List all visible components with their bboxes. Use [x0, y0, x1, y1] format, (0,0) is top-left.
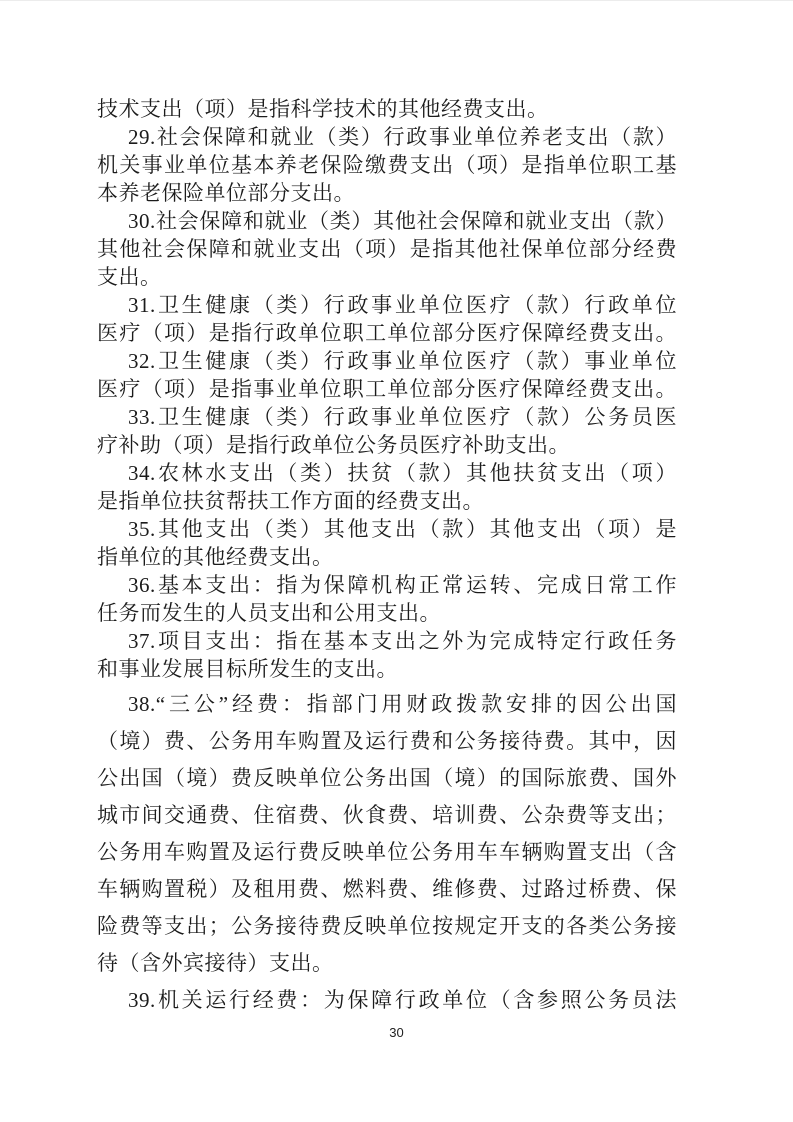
- text-line: 32.卫生健康（类）行政事业单位医疗（款）事业单位: [128, 349, 677, 373]
- text-line: 技术支出（项）是指科学技术的其他经费支出。: [97, 97, 549, 121]
- document-body: [97, 95, 677, 1019]
- text-line: 其他社会保障和就业支出（项）是指其他社保单位部分经费: [97, 237, 677, 261]
- paragraph: [97, 347, 677, 403]
- text-line: 33.卫生健康（类）行政事业单位医疗（款）公务员医: [128, 405, 677, 429]
- text-line: 30.社会保障和就业（类）其他社会保障和就业支出（款）: [128, 209, 677, 233]
- text-line: 车辆购置税）及租用费、燃料费、维修费、过路过桥费、保: [97, 877, 677, 901]
- text-line: 指单位的其他经费支出。: [97, 545, 334, 569]
- text-line: 险费等支出；公务接待费反映单位按规定开支的各类公务接: [97, 914, 677, 938]
- text-line: 待（含外宾接待）支出。: [97, 951, 334, 975]
- text-line: 31.卫生健康（类）行政事业单位医疗（款）行政单位: [128, 293, 677, 317]
- text-line: 本养老保险单位部分支出。: [97, 181, 355, 205]
- text-line: 37.项目支出：指在基本支出之外为完成特定行政任务: [128, 629, 677, 653]
- text-line: 和事业发展目标所发生的支出。: [97, 657, 398, 681]
- text-line: 支出。: [97, 265, 162, 289]
- paragraph: [97, 627, 677, 683]
- text-line: 34.农林水支出（类）扶贫（款）其他扶贫支出（项）: [128, 461, 677, 485]
- paragraph: [97, 982, 677, 1019]
- paragraph: [97, 291, 677, 347]
- paragraph: [97, 207, 677, 291]
- text-line: （境）费、公务用车购置及运行费和公务接待费。其中，因: [97, 729, 677, 753]
- paragraph: [97, 515, 677, 571]
- text-line: 是指单位扶贫帮扶工作方面的经费支出。: [97, 489, 484, 513]
- text-line: 公务用车购置及运行费反映单位公务用车车辆购置支出（含: [97, 840, 677, 864]
- text-line: 疗补助（项）是指行政单位公务员医疗补助支出。: [97, 433, 570, 457]
- text-line: 城市间交通费、住宿费、伙食费、培训费、公杂费等支出；: [97, 803, 677, 827]
- text-line: 35.其他支出（类）其他支出（款）其他支出（项）是: [128, 517, 677, 541]
- paragraph: [97, 686, 677, 982]
- paragraph: [97, 459, 677, 515]
- page-number: 30: [389, 1025, 404, 1040]
- text-line: 38.“三公”经费：指部门用财政拨款安排的因公出国: [128, 692, 677, 716]
- text-line: 39.机关运行经费：为保障行政单位（含参照公务员法: [128, 988, 677, 1012]
- paragraph: [97, 571, 677, 627]
- paragraph: [97, 123, 677, 207]
- text-line: 机关事业单位基本养老保险缴费支出（项）是指单位职工基: [97, 153, 677, 177]
- text-line: 公出国（境）费反映单位公务出国（境）的国际旅费、国外: [97, 766, 677, 790]
- paragraph: [97, 95, 677, 123]
- text-line: 任务而发生的人员支出和公用支出。: [97, 601, 441, 625]
- text-line: 29.社会保障和就业（类）行政事业单位养老支出（款）: [128, 125, 677, 149]
- paragraph: [97, 403, 677, 459]
- text-line: 36.基本支出：指为保障机构正常运转、完成日常工作: [128, 573, 677, 597]
- text-line: 医疗（项）是指事业单位职工单位部分医疗保障经费支出。: [97, 377, 677, 401]
- text-line: 医疗（项）是指行政单位职工单位部分医疗保障经费支出。: [97, 321, 677, 345]
